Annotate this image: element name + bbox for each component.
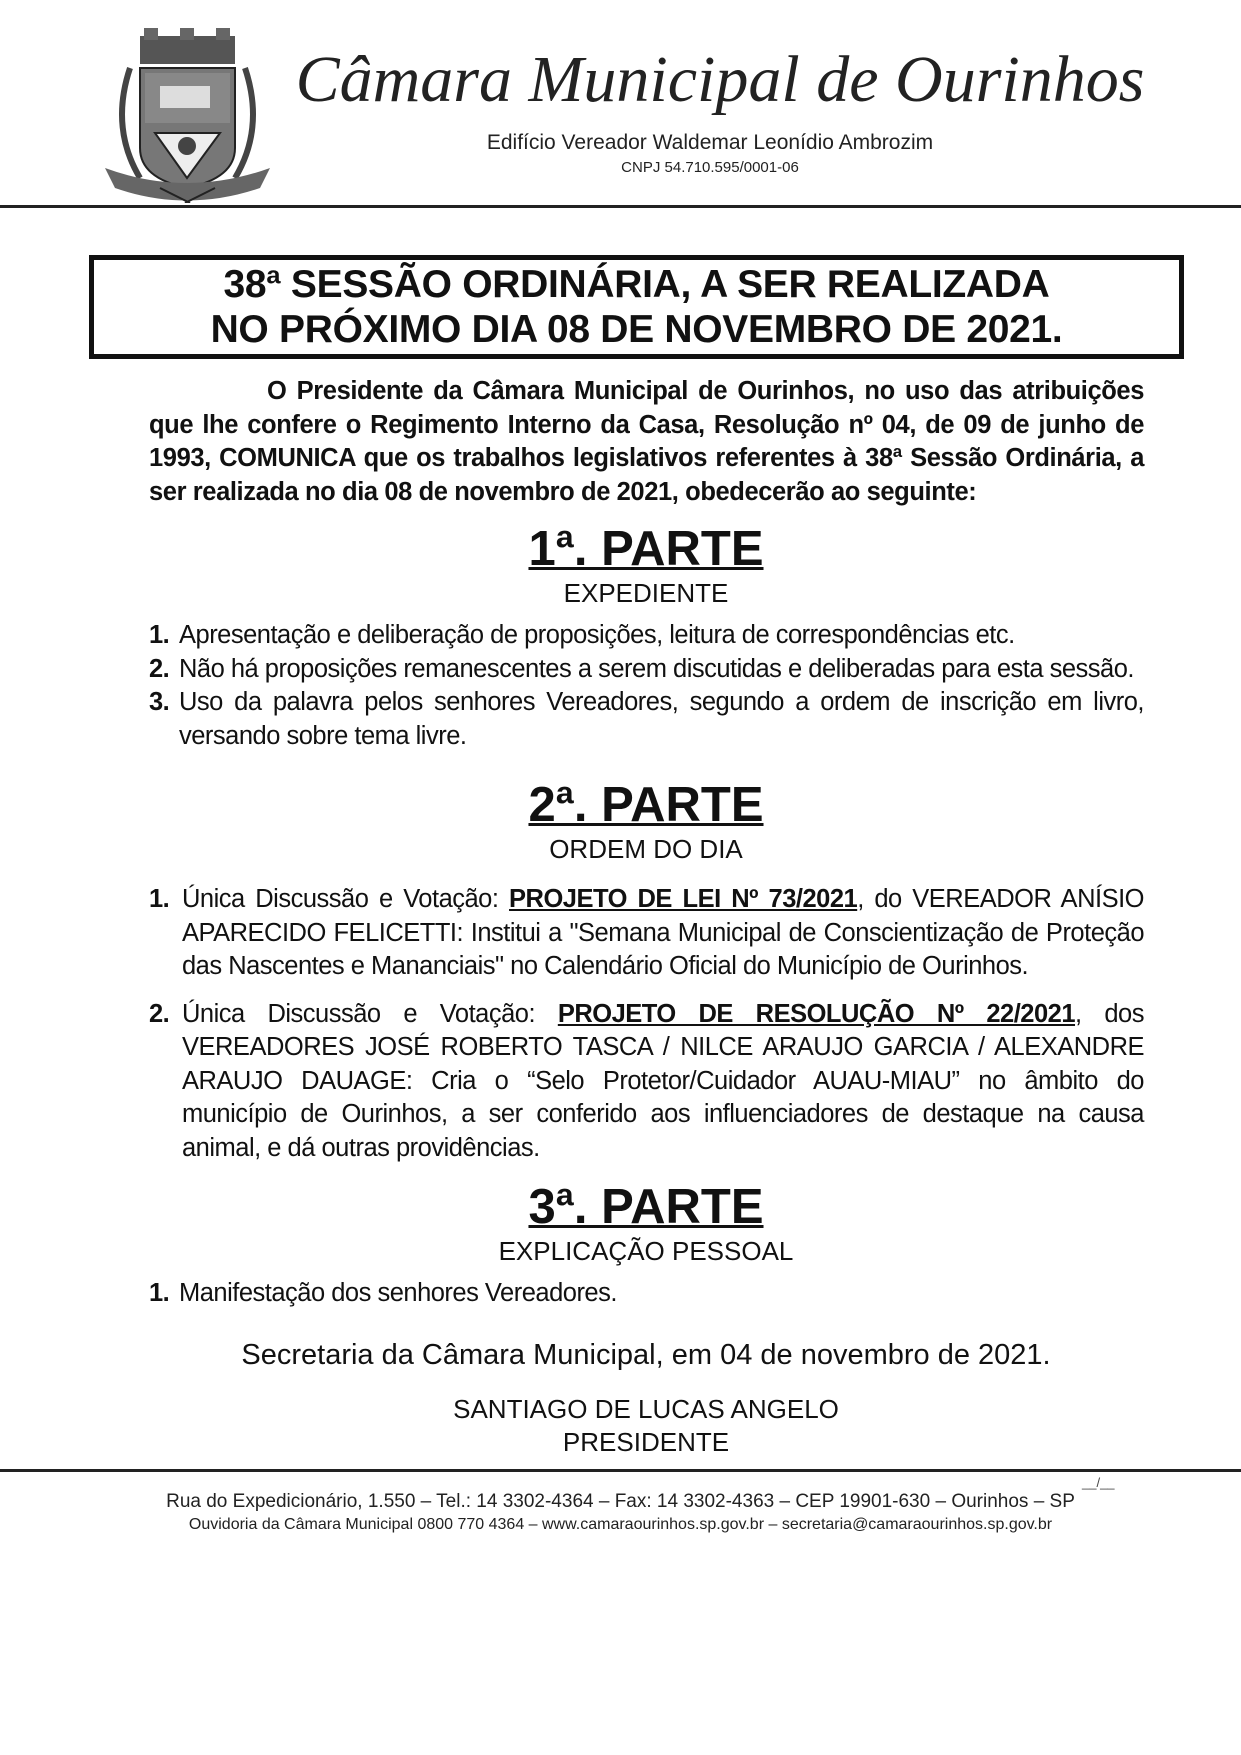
list-item: 1. Manifestação dos senhores Vereadores.	[149, 1279, 617, 1307]
signer-name: SANTIAGO DE LUCAS ANGELO	[453, 1393, 839, 1424]
list-item: 3. Uso da palavra pelos senhores Vereadores, segundo a ordem de inscrição em livro, versando sobre tema livre.	[149, 688, 1144, 750]
part-2-heading: 2ª. PARTE	[528, 778, 764, 832]
part-1-heading: 1ª. PARTE	[528, 522, 764, 576]
project-title: PROJETO DE LEI Nº 73/2021	[509, 885, 858, 913]
header-divider	[0, 205, 1241, 208]
footer-address: Rua do Expedicionário, 1.550 – Tel.: 14 3302-4364 – Fax: 14 3302-4363 – CEP 19901-630 – Ourinhos – SP	[166, 1490, 1075, 1512]
part-2-list	[149, 883, 1144, 1165]
session-title-line1: 38ª SESSÃO ORDINÁRIA, A SER REALIZADA	[223, 263, 1050, 306]
session-title-line2: NO PRÓXIMO DIA 08 DE NOVEMBRO DE 2021.	[210, 308, 1063, 351]
signer-role: PRESIDENTE	[562, 1426, 730, 1457]
institution-title: Câmara Municipal de Ourinhos	[295, 43, 1145, 116]
document-body	[0, 255, 1241, 1556]
part-3-heading: 3ª. PARTE	[528, 1180, 764, 1234]
intro-paragraph	[149, 375, 1144, 509]
part-1-list	[149, 619, 1144, 753]
secretaria-date: Secretaria da Câmara Municipal, em 04 de novembro de 2021.	[241, 1338, 1051, 1371]
list-item: 2. Única Discussão e Votação: PROJETO DE RESOLUÇÃO Nº 22/2021, dos VEREADORES JOSÉ ROBERTO TASCA / NILCE ARAUJO GARCIA / ALEXANDRE ARAUJO DAUAGE: Cria o “Selo Protetor/Cuidador AUAU-MIAU” no âmbito do município de Ourinhos, a ser conferido aos influenciadores de destaque na causa animal, e dá outras providências.	[149, 999, 1144, 1162]
building-name: Edifício Vereador Waldemar Leonídio Ambrozim	[486, 131, 934, 154]
cnpj: CNPJ 54.710.595/0001-06	[621, 159, 799, 176]
part-3-subheading: EXPLICAÇÃO PESSOAL	[498, 1236, 794, 1266]
list-item: 1. Única Discussão e Votação: PROJETO DE LEI Nº 73/2021, do VEREADOR ANÍSIO APARECIDO FELICETTI: Institui a "Semana Municipal de Conscientização de Proteção das Nascentes e Mananciais" no Calendário Oficial do Município de Ourinhos.	[149, 885, 1144, 980]
session-title-box	[89, 255, 1184, 359]
page-mark: __/__	[1082, 1474, 1115, 1490]
footer-divider	[0, 1469, 1241, 1472]
list-item: 2. Não há proposições remanescentes a serem discutidas e deliberadas para esta sessão.	[149, 654, 1134, 683]
list-item: 1. Apresentação e deliberação de proposições, leitura de correspondências etc.	[149, 621, 1015, 649]
footer-contact: Ouvidoria da Câmara Municipal 0800 770 4364 – www.camaraourinhos.sp.gov.br – secretaria@camaraourinhos.sp.gov.br	[188, 1515, 1053, 1533]
intro-text: O Presidente da Câmara Municipal de Ourinhos, no uso das atribuições que lhe confere o Regimento Interno da Casa, Resolução nº 04, de 09 de junho de 1993, COMUNICA que os trabalhos legislativos referentes à 38ª Sessão Ordinária, a ser realizada no dia 08 de novembro de 2021, obedecerão ao seguinte:	[149, 377, 1144, 506]
part-1-subheading: EXPEDIENTE	[563, 578, 729, 608]
project-title: PROJETO DE RESOLUÇÃO Nº 22/2021	[557, 999, 1076, 1028]
coat-of-arms-logo	[100, 28, 275, 203]
signature-block	[0, 1393, 1241, 1459]
part-3-list	[149, 1277, 1144, 1311]
part-2-subheading: ORDEM DO DIA	[549, 834, 743, 864]
